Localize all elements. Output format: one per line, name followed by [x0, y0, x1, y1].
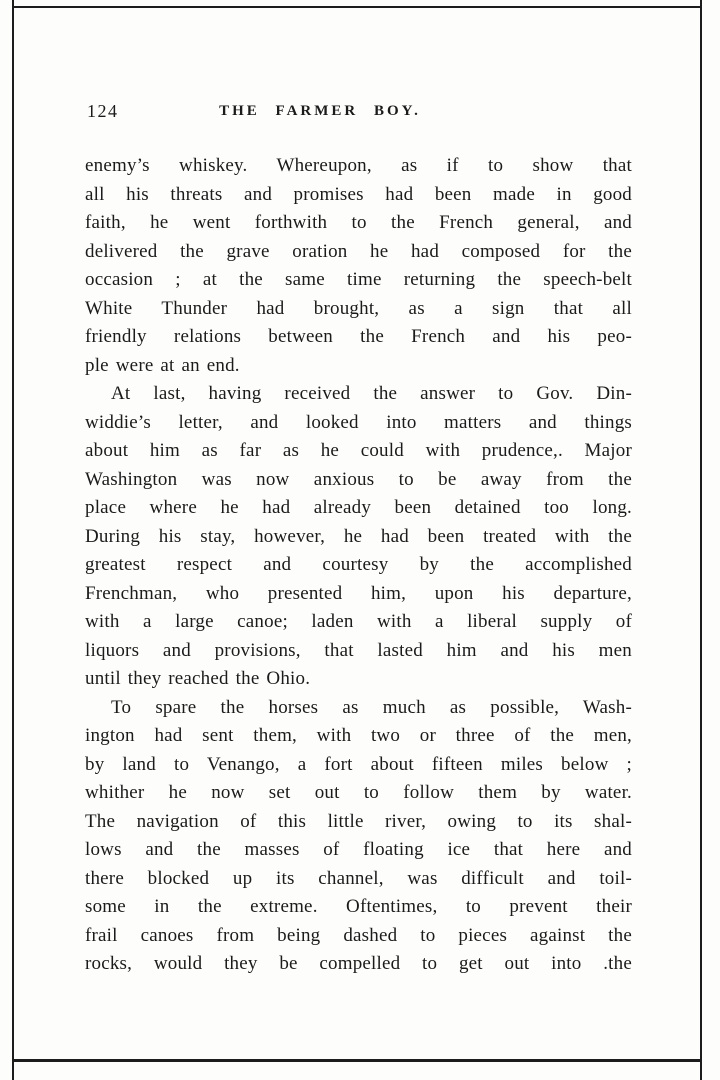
text-line: The navigation of this little river, owing to its shal-	[85, 810, 632, 832]
text-line: frail canoes from being dashed to pieces against the	[85, 924, 632, 946]
text-line: faith, he went forthwith to the French general, and	[85, 212, 632, 233]
text-line: At last, having received the answer to Gov. Din-	[111, 383, 632, 404]
text-line: place where he had already been detained too long.	[85, 497, 632, 518]
paragraph	[85, 152, 632, 380]
text-line: all his threats and promises had been made in good	[85, 183, 632, 205]
page-header	[85, 100, 632, 126]
text-line: occasion ; at the same time returning the speech-belt	[85, 269, 632, 290]
text-line: ple were at an end.	[85, 354, 240, 376]
text-line: Washington was now anxious to be away from the	[85, 468, 632, 490]
text-line: rocks, would they be compelled to get out into .the	[85, 953, 632, 974]
scan-border-top	[12, 6, 702, 8]
paragraph	[85, 380, 632, 694]
scan-border-bottom	[12, 1059, 702, 1062]
text-line: White Thunder had brought, as a sign that all	[85, 297, 632, 319]
text-line: ington had sent them, with two or three of the men,	[85, 725, 632, 746]
page-number: 124	[87, 101, 119, 121]
text-line: During his stay, however, he had been treated with the	[85, 525, 632, 547]
text-line: until they reached the Ohio.	[85, 668, 311, 689]
page-text-block	[85, 100, 632, 979]
text-line: widdie’s letter, and looked into matters and things	[85, 411, 632, 433]
text-line: friendly relations between the French and his peo-	[85, 326, 632, 347]
text-line: liquors and provisions, that lasted him and his men	[85, 639, 632, 661]
text-line: by land to Venango, a fort about fifteen miles below ;	[85, 753, 632, 775]
text-line: Frenchman, who presented him, upon his departure,	[85, 582, 632, 604]
text-line: there blocked up its channel, was difficult and toil-	[85, 867, 632, 889]
text-line: enemy’s whiskey. Whereupon, as if to show that	[85, 155, 632, 176]
text-line: about him as far as he could with prudence,. Major	[85, 440, 632, 461]
scan-border-right	[700, 0, 702, 1080]
text-line: greatest respect and courtesy by the accomplished	[85, 554, 632, 575]
text-line: lows and the masses of floating ice that here and	[85, 839, 632, 860]
scan-border-left	[12, 0, 14, 1080]
text-line: whither he now set out to follow them by water.	[85, 782, 632, 803]
paragraph	[85, 694, 632, 979]
running-title: THE FARMER BOY.	[219, 103, 421, 119]
text-line: with a large canoe; laden with a liberal supply of	[85, 611, 632, 632]
body-text	[85, 152, 632, 979]
text-line: some in the extreme. Oftentimes, to prevent their	[85, 896, 632, 917]
text-line: delivered the grave oration he had composed for the	[85, 240, 632, 262]
text-line: To spare the horses as much as possible, Wash-	[111, 696, 632, 718]
